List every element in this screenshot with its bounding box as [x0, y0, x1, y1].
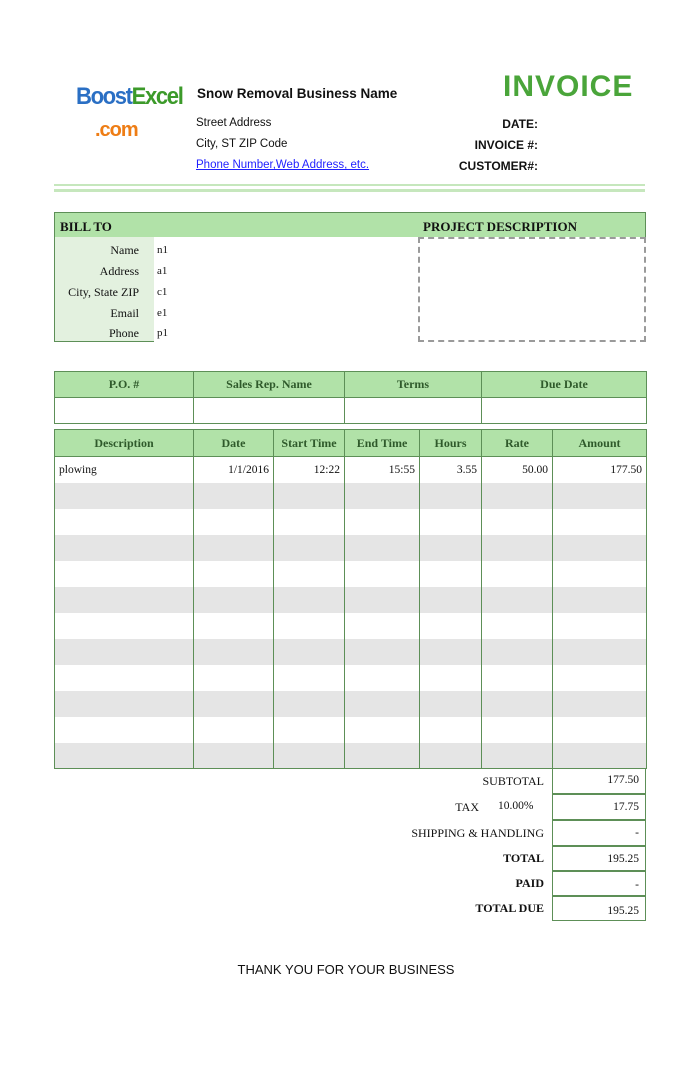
- shipping-label: SHIPPING & HANDLING: [411, 826, 544, 840]
- table-row: [55, 535, 647, 561]
- table-row: [55, 509, 647, 535]
- line-items-table: [54, 429, 647, 769]
- empty-cell[interactable]: [553, 561, 647, 587]
- empty-cell[interactable]: [274, 535, 345, 561]
- tax-rate-value[interactable]: 10.00%: [498, 800, 534, 812]
- item-end-time[interactable]: 15:55: [345, 457, 420, 483]
- empty-cell[interactable]: [420, 743, 482, 769]
- empty-cell[interactable]: [345, 613, 420, 639]
- empty-cell[interactable]: [345, 717, 420, 743]
- terms-cell[interactable]: [345, 398, 482, 424]
- po-number-cell[interactable]: [55, 398, 194, 424]
- empty-cell[interactable]: [194, 743, 274, 769]
- total-label: TOTAL: [503, 851, 544, 865]
- empty-cell[interactable]: [420, 535, 482, 561]
- logo-text-boost: Boost: [76, 83, 132, 110]
- table-row: [55, 561, 647, 587]
- empty-cell[interactable]: [482, 665, 553, 691]
- empty-cell[interactable]: [482, 535, 553, 561]
- tax-value: 17.75: [552, 794, 646, 820]
- empty-cell[interactable]: [420, 509, 482, 535]
- contact-link[interactable]: Phone Number,Web Address, etc.: [196, 159, 370, 171]
- city-state-zip: City, ST ZIP Code: [196, 138, 288, 150]
- empty-cell[interactable]: [55, 561, 194, 587]
- empty-cell[interactable]: [420, 639, 482, 665]
- empty-cell[interactable]: [274, 665, 345, 691]
- empty-cell[interactable]: [553, 509, 647, 535]
- sales-rep-cell[interactable]: [194, 398, 345, 424]
- bill-to-city-label: City, State ZIP: [68, 285, 139, 299]
- empty-cell[interactable]: [274, 743, 345, 769]
- empty-cell[interactable]: [482, 561, 553, 587]
- bill-to-address-value[interactable]: a1: [157, 265, 168, 277]
- empty-cell[interactable]: [55, 639, 194, 665]
- table-row: [55, 665, 647, 691]
- invoice-title: INVOICE: [503, 70, 634, 103]
- empty-cell[interactable]: [274, 717, 345, 743]
- empty-cell[interactable]: [194, 613, 274, 639]
- empty-cell[interactable]: [345, 639, 420, 665]
- table-row: [55, 457, 647, 483]
- empty-cell[interactable]: [345, 587, 420, 613]
- empty-cell[interactable]: [274, 613, 345, 639]
- total-value: 195.25: [552, 846, 646, 871]
- empty-cell[interactable]: [345, 483, 420, 509]
- paid-label: PAID: [515, 876, 544, 890]
- logo-text-com: .com: [95, 119, 138, 141]
- due-date-header: Due Date: [482, 372, 647, 398]
- empty-cell[interactable]: [420, 691, 482, 717]
- empty-cell[interactable]: [553, 717, 647, 743]
- bill-to-email-label: Email: [110, 306, 139, 320]
- empty-cell[interactable]: [194, 717, 274, 743]
- empty-cell[interactable]: [194, 535, 274, 561]
- empty-cell[interactable]: [55, 665, 194, 691]
- item-start-time[interactable]: 12:22: [274, 457, 345, 483]
- start-time-header: Start Time: [274, 430, 345, 457]
- table-row: [55, 613, 647, 639]
- empty-cell[interactable]: [345, 665, 420, 691]
- empty-cell[interactable]: [553, 613, 647, 639]
- empty-cell[interactable]: [55, 717, 194, 743]
- empty-cell[interactable]: [55, 535, 194, 561]
- street-address: Street Address: [196, 117, 272, 129]
- subtotal-value: 177.50: [552, 768, 646, 794]
- empty-cell[interactable]: [553, 483, 647, 509]
- empty-cell[interactable]: [55, 613, 194, 639]
- empty-cell[interactable]: [274, 587, 345, 613]
- empty-cell[interactable]: [420, 717, 482, 743]
- subtotal-label: SUBTOTAL: [482, 774, 544, 788]
- bill-to-address-label: Address: [99, 264, 139, 278]
- table-row: [55, 743, 647, 769]
- empty-cell[interactable]: [553, 743, 647, 769]
- end-time-header: End Time: [345, 430, 420, 457]
- description-header: Description: [55, 430, 194, 457]
- amount-header: Amount: [553, 430, 647, 457]
- empty-cell[interactable]: [274, 483, 345, 509]
- empty-cell[interactable]: [482, 639, 553, 665]
- empty-cell[interactable]: [482, 587, 553, 613]
- table-row: [55, 691, 647, 717]
- empty-cell[interactable]: [55, 691, 194, 717]
- empty-cell[interactable]: [420, 483, 482, 509]
- empty-cell[interactable]: [482, 509, 553, 535]
- empty-cell[interactable]: [553, 691, 647, 717]
- bill-to-city-value[interactable]: c1: [157, 286, 168, 298]
- empty-cell[interactable]: [420, 613, 482, 639]
- item-date[interactable]: 1/1/2016: [194, 457, 274, 483]
- empty-cell[interactable]: [274, 509, 345, 535]
- hours-header: Hours: [420, 430, 482, 457]
- paid-value[interactable]: -: [552, 871, 646, 896]
- table-row: [55, 587, 647, 613]
- table-row: [55, 639, 647, 665]
- bill-to-phone-label: Phone: [109, 326, 139, 340]
- po-number-header: P.O. #: [55, 372, 194, 398]
- empty-cell[interactable]: [274, 691, 345, 717]
- project-description-box[interactable]: [418, 237, 646, 342]
- empty-cell[interactable]: [345, 535, 420, 561]
- empty-cell[interactable]: [274, 561, 345, 587]
- empty-cell[interactable]: [194, 639, 274, 665]
- empty-cell[interactable]: [553, 639, 647, 665]
- empty-cell[interactable]: [55, 483, 194, 509]
- empty-cell[interactable]: [194, 509, 274, 535]
- due-date-cell[interactable]: [482, 398, 647, 424]
- company-logo: [76, 84, 182, 110]
- order-info-table: [54, 371, 647, 424]
- thank-you-message: THANK YOU FOR YOUR BUSINESS: [237, 962, 455, 977]
- item-hours[interactable]: 3.55: [420, 457, 482, 483]
- item-rate[interactable]: 50.00: [482, 457, 553, 483]
- empty-cell[interactable]: [345, 561, 420, 587]
- empty-cell[interactable]: [55, 587, 194, 613]
- rate-header: Rate: [482, 430, 553, 457]
- empty-cell[interactable]: [482, 717, 553, 743]
- bill-to-phone-value[interactable]: p1: [157, 327, 168, 339]
- empty-cell[interactable]: [345, 691, 420, 717]
- item-description[interactable]: plowing: [55, 457, 194, 483]
- empty-cell[interactable]: [482, 483, 553, 509]
- empty-cell[interactable]: [420, 587, 482, 613]
- total-due-value: 195.25: [552, 896, 646, 921]
- invoice-number-label: INVOICE #:: [474, 138, 538, 152]
- empty-cell[interactable]: [55, 509, 194, 535]
- bill-to-name-value[interactable]: n1: [157, 244, 168, 256]
- total-due-label: TOTAL DUE: [475, 901, 544, 915]
- empty-cell[interactable]: [482, 613, 553, 639]
- tax-label: TAX: [455, 800, 479, 814]
- empty-cell[interactable]: [345, 743, 420, 769]
- empty-cell[interactable]: [194, 561, 274, 587]
- empty-cell[interactable]: [194, 691, 274, 717]
- shipping-value[interactable]: -: [552, 820, 646, 846]
- empty-cell[interactable]: [420, 665, 482, 691]
- empty-cell[interactable]: [194, 483, 274, 509]
- date-label: DATE:: [502, 117, 538, 131]
- sales-rep-header: Sales Rep. Name: [194, 372, 345, 398]
- header-divider: [54, 184, 645, 186]
- bill-to-email-value[interactable]: e1: [157, 307, 168, 319]
- empty-cell[interactable]: [274, 639, 345, 665]
- empty-cell[interactable]: [553, 587, 647, 613]
- empty-cell[interactable]: [420, 561, 482, 587]
- business-name: Snow Removal Business Name: [197, 86, 398, 101]
- project-description-heading: PROJECT DESCRIPTION: [418, 212, 646, 237]
- date-header: Date: [194, 430, 274, 457]
- empty-cell[interactable]: [482, 691, 553, 717]
- bill-to-name-label: Name: [110, 243, 139, 257]
- empty-cell[interactable]: [482, 743, 553, 769]
- item-amount[interactable]: 177.50: [553, 457, 647, 483]
- empty-cell[interactable]: [194, 665, 274, 691]
- empty-cell[interactable]: [194, 587, 274, 613]
- logo-text-excel: Excel: [131, 83, 183, 110]
- bill-to-heading: BILL TO: [54, 212, 418, 237]
- empty-cell[interactable]: [553, 665, 647, 691]
- table-row: [55, 717, 647, 743]
- header-divider-thick: [54, 189, 645, 192]
- empty-cell[interactable]: [553, 535, 647, 561]
- empty-cell[interactable]: [345, 509, 420, 535]
- table-row: [55, 483, 647, 509]
- terms-header: Terms: [345, 372, 482, 398]
- customer-number-label: CUSTOMER#:: [458, 159, 538, 173]
- empty-cell[interactable]: [55, 743, 194, 769]
